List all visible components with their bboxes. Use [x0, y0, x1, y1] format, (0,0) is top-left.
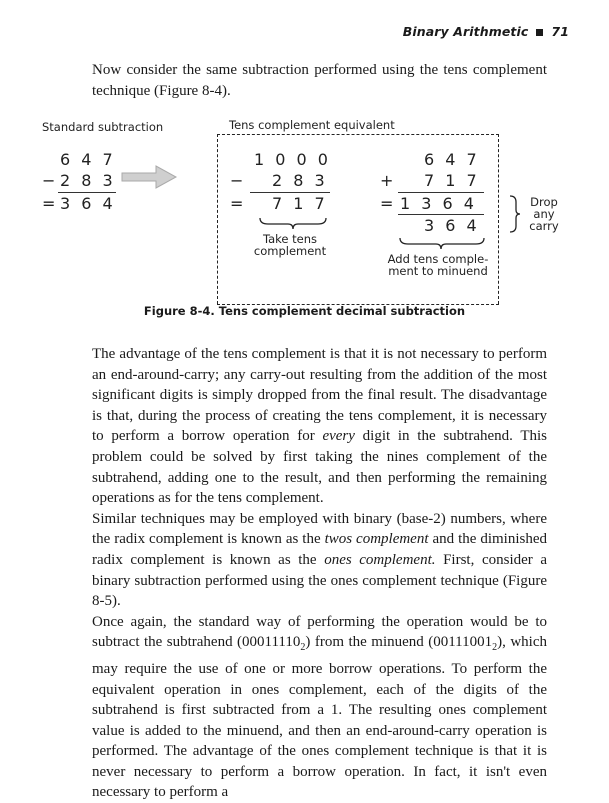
paragraph-2: Similar techniques may be employed with binary (base-2) numbers, where the radix complement is known as the twos complement and the diminished radix complement is known as the ones complement. First, consider a binary subtraction performed using the ones complement technique (Figure 8-5). [92, 510, 548, 610]
tens-note-2: complement [253, 244, 327, 258]
frame-right [498, 134, 499, 304]
drop-carry-note [526, 196, 562, 232]
tens-note-1: Take tens [262, 232, 317, 246]
add-rule-2 [398, 214, 484, 215]
std-subtrahend: 2 8 3 [60, 171, 113, 190]
drop-line-2: any [533, 207, 555, 221]
add-note-1: Add tens comple- [387, 252, 489, 266]
add-equals: = [380, 194, 394, 213]
frame-left [217, 134, 218, 304]
add-rule [398, 192, 484, 193]
body-text [92, 344, 547, 803]
add-minuend: 6 4 7 [424, 150, 477, 169]
tens-minus: − [230, 171, 244, 190]
tens-thousand: 1 0 0 0 [254, 150, 328, 169]
tens-complement-label: Tens complement equivalent [229, 118, 395, 132]
add-final: 3 6 4 [424, 216, 477, 235]
tens-result: 7 1 7 [272, 194, 325, 213]
arrow-icon [120, 164, 180, 190]
add-plus: + [380, 171, 394, 190]
paragraph-3: Once again, the standard way of performing the operation would be to subtract the subtrahend $(00011110_2)$ from the minuend $(00111001_2)$, which may require the use of one or more borrow operations. To perform the equivalent operation in ones complement, each of the digits of the subtrahend is first subtracted from a 1. The resulting ones complement value is added to the minuend, and then an end-around-carry operation is performed. The advantage of the ones complement technique is that it is never necessary to perform a borrow operation. In fact, it isn't even necessary to perform a [92, 613, 548, 801]
figure-8-4 [0, 112, 609, 322]
tens-brace-icon [258, 216, 328, 230]
std-minuend: 6 4 7 [60, 150, 113, 169]
page-number: 71 [551, 24, 569, 39]
drop-line-1: Drop [530, 195, 558, 209]
tens-equals: = [230, 194, 244, 213]
emphasis-ones-complement: ones complement. [324, 551, 436, 568]
standard-subtraction-label: Standard subtraction [42, 120, 164, 134]
tens-subtrahend: 2 8 3 [272, 171, 325, 190]
std-rule [58, 192, 116, 193]
tens-rule [250, 192, 330, 193]
add-brace-icon [398, 236, 486, 250]
intro-paragraph: Now consider the same subtraction performed using the tens complement technique (Figure 8-4). [92, 62, 547, 99]
paragraph-1: The advantage of the tens complement is that it is not necessary to perform an end-around-carry; any carry-out resulting from the addition of the most significant digits is simply dropped from the final result. The disadvantage is that, during the process of creating the tens complement, it is necessary to perform a borrow operation for every digit in the subtrahend. This problem could be solved by first taking the nines complement of the subtrahend, adding one to the result, and then performing the remaining operations as for the tens complement. [92, 346, 548, 507]
emphasis-twos-complement: twos complement [324, 531, 429, 548]
add-complement: 7 1 7 [424, 171, 477, 190]
std-minus: − [42, 171, 56, 190]
add-note-2: ment to minuend [388, 264, 488, 278]
figure-caption: Figure 8-4. Tens complement decimal subtraction [143, 304, 466, 318]
running-header [403, 24, 569, 39]
add-result: 1 3 6 4 [400, 194, 474, 213]
header-title: Binary Arithmetic [402, 24, 529, 39]
drop-brace-icon [508, 194, 522, 234]
square-bullet-icon [536, 29, 543, 36]
emphasis-every: every [322, 428, 355, 445]
frame-top [217, 134, 499, 135]
drop-line-3: carry [529, 219, 559, 233]
std-result: 3 6 4 [60, 194, 113, 213]
std-equals: = [42, 194, 56, 213]
